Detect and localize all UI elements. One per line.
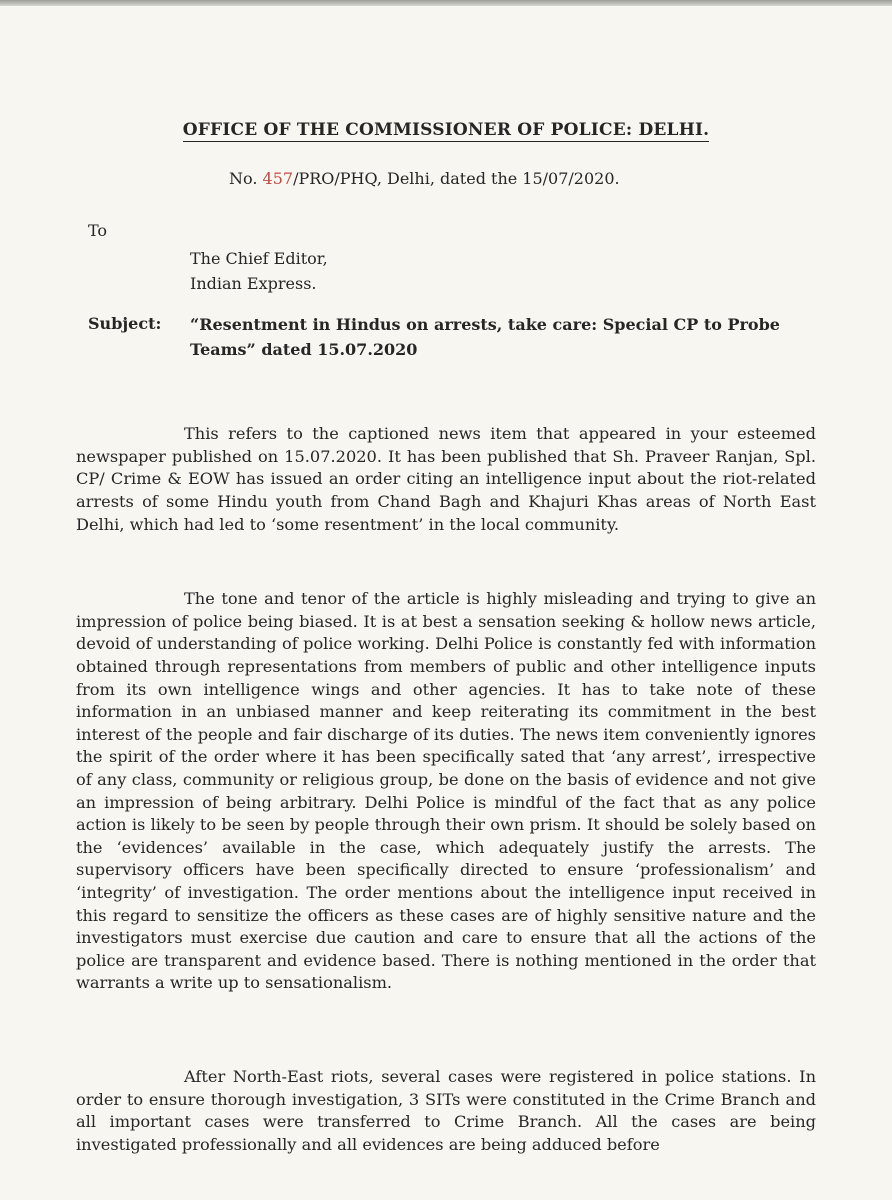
addressee-organization: Indian Express.: [190, 274, 317, 293]
reference-suffix: /PRO/PHQ, Delhi, dated the 15/07/2020.: [293, 169, 620, 188]
reference-prefix: No.: [229, 169, 258, 188]
addressee-block: [190, 246, 328, 296]
office-title-text: OFFICE OF THE COMMISSIONER OF POLICE: DELHI.: [182, 120, 710, 140]
office-title: [0, 120, 892, 140]
subject-label: Subject:: [88, 314, 162, 333]
reference-line: [229, 169, 620, 188]
addressee-title: The Chief Editor,: [190, 249, 328, 268]
reference-number: 457: [262, 169, 294, 188]
body-paragraph-3: After North-East riots, several cases were registered in police stations. In order to ensure thorough investigation, 3 SITs were constituted in the Crime Branch and all important cases were transferred to Crime Branch. All the cases are being investigated professionally and all evidences are being adduced before: [76, 1067, 816, 1154]
body-paragraph-1: This refers to the captioned news item that appeared in your esteemed newspaper published on 15.07.2020. It has been published that Sh. Praveer Ranjan, Spl. CP/ Crime & EOW has issued an order citing an intelligence input about the riot-related arrests of some Hindu youth from Chand Bagh and Khajuri Khas areas of North East Delhi, which had led to ‘some resentment’ in the local community.: [76, 424, 816, 534]
body-paragraph-2: The tone and tenor of the article is highly misleading and trying to give an impression of police being biased. It is at best a sensation seeking & hollow news article, devoid of understanding of police working. Delhi Police is constantly fed with information obtained through representations from members of public and other intelligence inputs from its own intelligence wings and other agencies. It has to take note of these information in an unbiased manner and keep reiterating its commitment in the best interest of the people and fair discharge of its duties. The news item conveniently ignores the spirit of the order where it has been specifically sated that ‘any arrest’, irrespective of any class, community or religious group, be done on the basis of evidence and not give an impression of being arbitrary. Delhi Police is mindful of the fact that as any police action is likely to be seen by people through their own prism. It should be solely based on the ‘evidences’ available in the case, which adequately justify the arrests. The supervisory officers have been specifically directed to ensure ‘professionalism’ and ‘integrity’ of investigation. The order mentions about the intelligence input received in this regard to sensitize the officers as these cases are of highly sensitive nature and the investigators must exercise due caution and care to ensure that all the actions of the police are transparent and evidence based. There is nothing mentioned in the order that warrants a write up to sensationalism.: [76, 589, 816, 993]
to-label: To: [88, 221, 108, 240]
letter-page: [0, 6, 892, 1200]
subject-text: “Resentment in Hindus on arrests, take care: Special CP to Probe Teams” dated 15.07.2020: [190, 315, 780, 359]
